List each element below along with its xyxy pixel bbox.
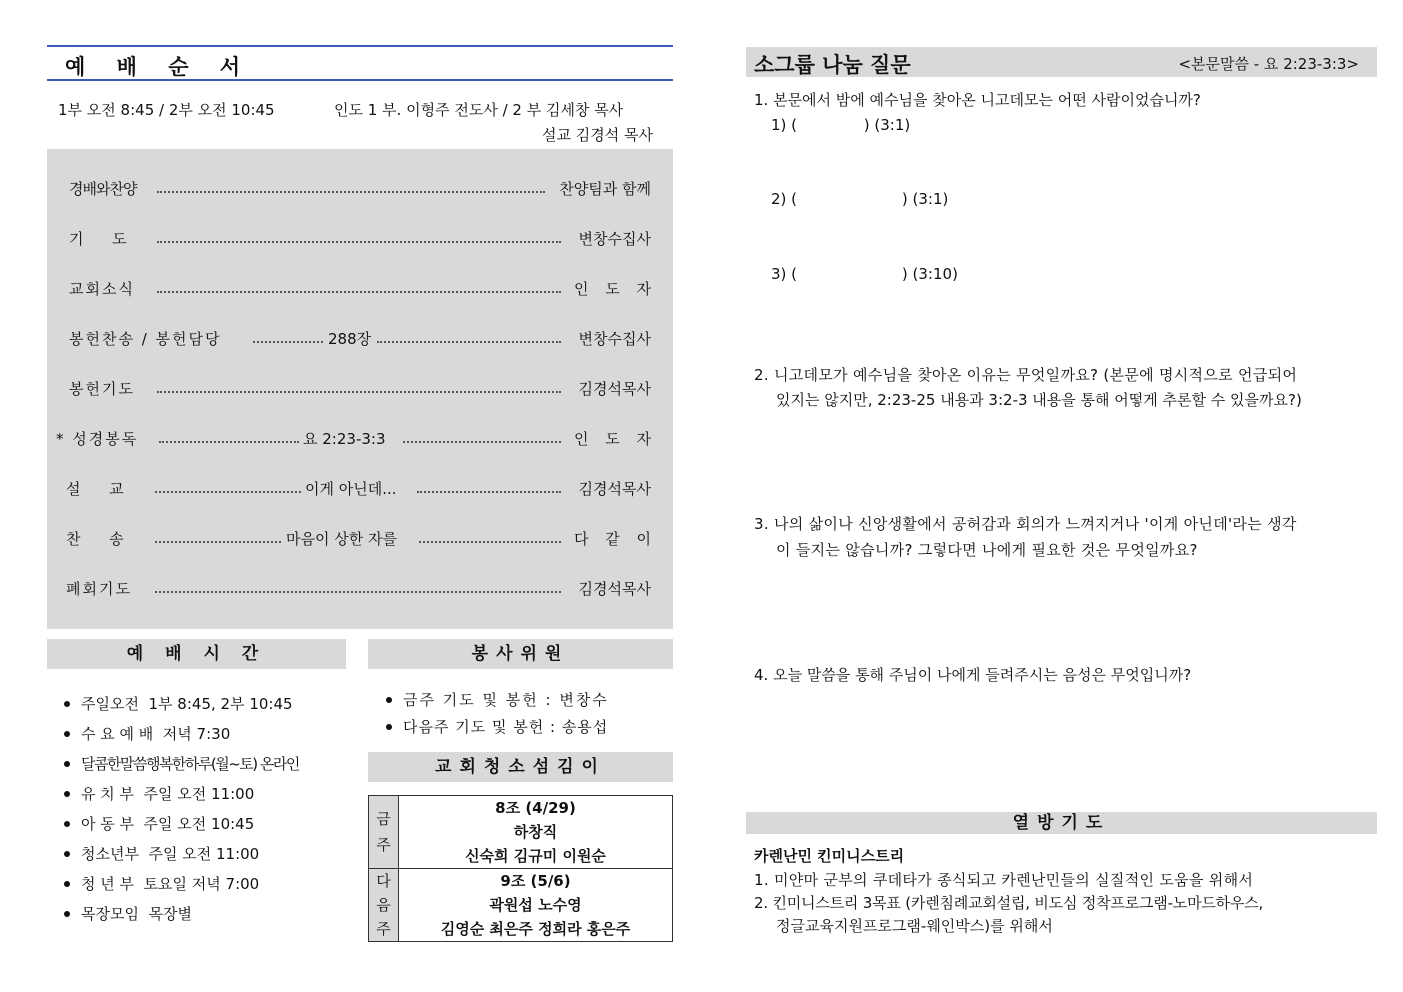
leaders-line: 인도 1 부. 이형주 전도사 / 2 부 김세창 목사	[334, 101, 624, 119]
question-3-cont: 이 들지는 않습니까? 그렇다면 나에게 필요한 것은 무엇일까요?	[776, 541, 1198, 559]
service-committee-header: 봉사위원	[368, 639, 673, 669]
question-2: 2. 니고데모가 예수님을 찾아온 이유는 무엇일까요? (본문에 명시적으로 언급되어	[754, 366, 1298, 384]
order-label: 교회소식	[69, 280, 135, 298]
order-leader: 변창수집사	[578, 330, 651, 348]
order-row	[47, 528, 673, 554]
scripture-reference: <본문말씀 - 요 2:23-3:3>	[1178, 55, 1359, 73]
list-item: 주일오전 1부 8:45, 2부 10:45	[61, 693, 346, 723]
order-row	[47, 578, 673, 604]
dotted-leader	[403, 441, 561, 443]
sermon-title: 이게 아닌데...	[305, 480, 397, 498]
dotted-leader	[157, 391, 561, 393]
team-line: 9조 (5/6)	[500, 872, 571, 890]
small-group-header	[746, 47, 1377, 77]
order-row	[47, 178, 673, 204]
list-item: 청 년 부 토요일 저녁 7:00	[61, 873, 346, 903]
preacher-line: 설교 김경석 목사	[542, 126, 653, 144]
world-prayer-header: 열방기도	[746, 812, 1377, 834]
order-leader: 김경석목사	[578, 380, 651, 398]
service-times-list	[61, 693, 346, 933]
order-label: 경배와찬양	[69, 180, 137, 198]
order-leader: 찬양팀과 함께	[559, 180, 651, 198]
dotted-leader	[155, 591, 561, 593]
dotted-leader	[157, 241, 561, 243]
dotted-leader	[157, 291, 561, 293]
order-row	[47, 228, 673, 254]
list-item: 목장모임 목장별	[61, 903, 346, 933]
order-leader: 김경석목사	[578, 580, 651, 598]
dotted-leader	[419, 541, 561, 543]
list-item: 유 치 부 주일 오전 11:00	[61, 783, 346, 813]
service-times-header: 예 배 시 간	[47, 639, 346, 669]
hymn-title: 마음이 상한 자를	[286, 530, 397, 548]
list-item: 다음주 기도 및 봉헌 : 송용섭	[383, 716, 673, 743]
order-label: 봉헌찬송 / 봉헌담당	[69, 330, 222, 348]
order-row	[47, 278, 673, 304]
dotted-leader	[417, 491, 561, 493]
prayer-item-2-cont: 정글교육지원프로그램-웨인박스)를 위해서	[776, 917, 1053, 935]
hymn-number: 288장	[328, 330, 372, 348]
dotted-leader	[377, 341, 561, 343]
service-committee-list	[383, 689, 673, 743]
order-leader: 김경석목사	[578, 480, 651, 498]
dotted-leader	[155, 541, 281, 543]
team-line: 김영순 최은주 정희라 홍은주	[440, 920, 631, 938]
scripture-reference: 요 2:23-3:3	[303, 430, 386, 448]
cleaning-table	[368, 795, 673, 942]
answer-blank-2: 2) ( ) (3:1)	[771, 190, 949, 208]
list-item: 수 요 예 배 저녁 7:30	[61, 723, 346, 753]
team-line: 곽원섭 노수영	[489, 896, 582, 914]
team-line: 하창직	[513, 823, 558, 841]
next-week-label	[369, 869, 399, 941]
prayer-item-2: 2. 킨미니스트리 3목표 (카렌침례교회설립, 비도심 정착프로그램-노마드하우스,	[754, 894, 1264, 912]
next-week-team	[399, 869, 672, 941]
order-label: 봉헌기도	[69, 380, 135, 398]
worship-order-title: 예 배 순 서	[65, 55, 253, 79]
order-row	[47, 428, 673, 454]
service-times-line: 1부 오전 8:45 / 2부 오전 10:45	[58, 101, 275, 119]
order-label: * 성경봉독	[56, 430, 139, 448]
list-item: 금주 기도 및 봉헌 : 변창수	[383, 689, 673, 716]
side-char: 다	[376, 872, 391, 890]
side-char: 주	[376, 836, 391, 854]
list-item: 청소년부 주일 오전 11:00	[61, 843, 346, 873]
question-4: 4. 오늘 말씀을 통해 주님이 나에게 들려주시는 음성은 무엇입니까?	[754, 666, 1192, 684]
answer-blank-1: 1) ( ) (3:1)	[771, 116, 911, 134]
this-week-label	[369, 796, 399, 868]
dotted-leader	[159, 441, 299, 443]
order-leader: 변창수집사	[578, 230, 651, 248]
order-leader: 인 도 자	[573, 280, 657, 298]
dotted-leader	[155, 491, 301, 493]
order-row	[47, 378, 673, 404]
order-row	[47, 328, 673, 354]
order-leader: 인 도 자	[573, 430, 657, 448]
side-char: 금	[376, 810, 391, 828]
dotted-leader	[157, 191, 545, 193]
prayer-subtitle: 카렌난민 킨미니스트리	[754, 847, 905, 865]
order-label: 폐회기도	[66, 580, 132, 598]
order-label: 찬 송	[66, 530, 124, 548]
list-item: 달콤한말씀행복한하루(월~토) 온라인	[61, 753, 346, 783]
worship-order-list	[47, 149, 673, 629]
side-char: 음	[376, 896, 391, 914]
question-3: 3. 나의 삶이나 신앙생활에서 공허감과 회의가 느껴지거나 '이게 아닌데'라는 생각	[754, 515, 1297, 533]
order-row	[47, 478, 673, 504]
prayer-item-1: 1. 미얀마 군부의 쿠데타가 종식되고 카렌난민들의 실질적인 도움을 위해서	[754, 871, 1254, 889]
order-label: 설 교	[66, 480, 124, 498]
question-2-cont: 있지는 않지만, 2:23-25 내용과 3:2-3 내용을 통해 어떻게 추론할 수 있을까요?)	[776, 391, 1302, 409]
this-week-team	[399, 796, 672, 868]
order-leader: 다 같 이	[573, 530, 657, 548]
team-line: 신숙희 김규미 이원순	[465, 847, 606, 865]
order-label: 기 도	[69, 230, 127, 248]
question-1: 1. 본문에서 밤에 예수님을 찾아온 니고데모는 어떤 사람이었습니까?	[754, 91, 1201, 109]
list-item: 아 동 부 주일 오전 10:45	[61, 813, 346, 843]
answer-blank-3: 3) ( ) (3:10)	[771, 265, 958, 283]
cleaning-header: 교회청소섬김이	[368, 752, 673, 782]
dotted-leader	[253, 341, 323, 343]
small-group-title: 소그룹 나눔 질문	[754, 53, 911, 77]
worship-order-header	[47, 45, 673, 81]
side-char: 주	[376, 920, 391, 938]
team-line: 8조 (4/29)	[495, 799, 576, 817]
